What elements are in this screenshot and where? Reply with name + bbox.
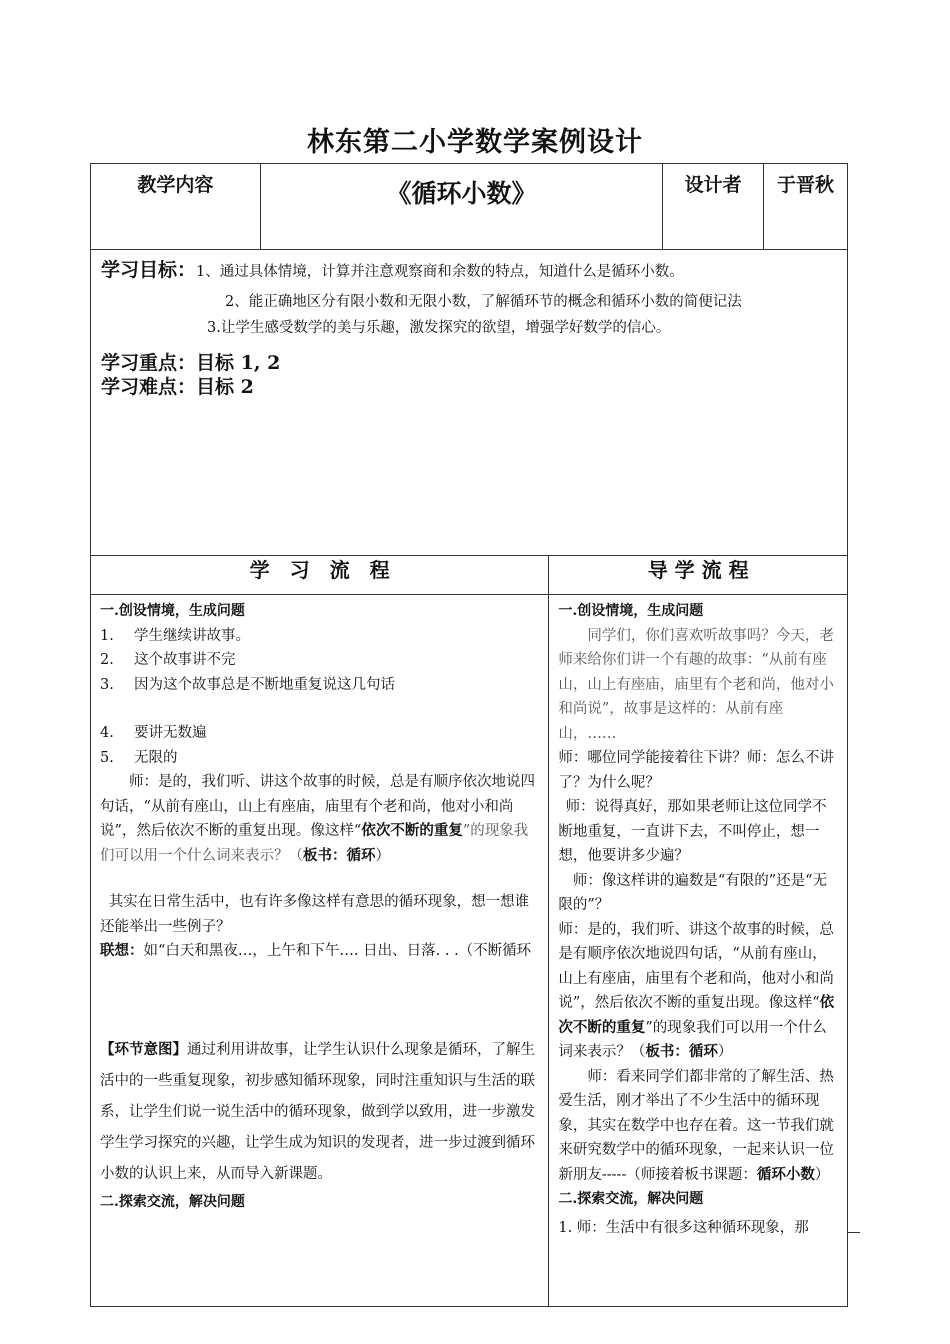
list-item: 2. 这个故事讲不完 [100, 652, 236, 668]
right-paragraph-5: 师：是的，我们听、讲这个故事的时候，总是有顺序依次地说四句话，“从前有座山，山上有座庙，庙里有个老和尚，他对小和尚说”，然后依次不断的重复出现。像这样“依次不断的重复”的现象我们可以用一个什么词来表示？（板书：循环） [558, 921, 835, 1060]
learning-flow-column [91, 595, 549, 1307]
content-label: 教学内容 [137, 174, 214, 196]
list-item: 1. 学生继续讲故事。 [100, 627, 250, 644]
guidance-flow-header: 导 学 流 程 [549, 556, 848, 595]
left-paragraph-association: 联想：如“白天和黑夜…，上午和下午…. 日出、日落. . .（不断循环 [100, 942, 532, 959]
right-paragraph-6: 师：看来同学们都非常的了解生活、热爱生活，刚才举出了不少生活中的循环现象，其实在数学中也存在着。这一节我们就来研究数学中的循环现象，一起来认识一位新朋友-----（师接着板书课题：循环小数） [558, 1068, 834, 1183]
left-paragraph-examples: 其实在日常生活中，也有许多像这样有意思的循环现象，想一想谁还能举出一些例子？ [100, 894, 530, 935]
goal-1: 1、通过具体情境，计算并注意观察商和余数的特点，知道什么是循环小数。 [196, 264, 684, 280]
list-item: 4. 要讲无数遍 [100, 725, 207, 741]
designer-label: 设计者 [684, 174, 742, 196]
goals-cell [91, 250, 848, 556]
right-paragraph-7: 1. 师：生活中有很多这种循环现象，那 [558, 1219, 809, 1236]
goal-2: 2、能正确地区分有限小数和无限小数，了解循环节的概念和循环小数的简便记法 [225, 294, 742, 310]
right-section-2: 二.探索交流，解决问题 [558, 1191, 704, 1207]
lesson-plan-table [90, 163, 848, 1307]
left-section-2: 二.探索交流，解决问题 [100, 1193, 245, 1210]
guidance-flow-column [549, 595, 848, 1307]
right-paragraph-4: 师：像这样讲的遍数是“有限的”还是“无限的”？ [558, 872, 828, 913]
right-paragraph-2: 师：哪位同学能接着往下讲？师：怎么不讲了？为什么呢？ [558, 750, 834, 791]
table-edge-line [848, 1232, 860, 1233]
right-paragraph-3: 师：说得真好，那如果老师让这位同学不断地重复，一直讲下去，不叫停止，想一想，他要讲多少遍？ [558, 799, 827, 864]
goals-label: 学习目标： [101, 259, 197, 281]
lesson-title: 《循环小数》 [386, 179, 537, 208]
list-item: 5. 无限的 [100, 749, 178, 766]
list-item: 3. 因为这个故事总是不断地重复说这几句话 [100, 676, 395, 693]
goal-3: 3.让学生感受数学的美与乐趣，激发探究的欲望，增强学好数学的信心。 [207, 320, 671, 336]
right-paragraph-1: 同学们，你们喜欢听故事吗？今天，老师来给你们讲一个有趣的故事：“从前有座山，山上有座庙，庙里有个老和尚，他对小和尚说”，故事是这样的：从前有座山，…… [558, 627, 834, 742]
designer-name: 于晋秋 [777, 174, 835, 196]
right-section-1: 一.创设情境，生成问题 [558, 603, 704, 619]
left-design-intent: 【环节意图】通过利用讲故事，让学生认识什么现象是循环，了解生活中的一些重复现象，初步感知循环现象，同时注重知识与生活的联系，让学生们说一说生活中的循环现象，做到学以致用，进一步激发学生学习探究的兴趣，让学生成为知识的发现者，进一步过渡到循环小数的认识上来，从而导入新课题。 [100, 1040, 535, 1182]
difficulty-point: 学习难点：目标 2 [101, 376, 254, 398]
learning-flow-header: 学 习 流 程 [91, 556, 549, 595]
document-title: 林东第二小学数学案例设计 [307, 127, 643, 158]
lesson-title-cell [260, 164, 662, 250]
left-paragraph-teacher: 师：是的，我们听、讲这个故事的时候，总是有顺序依次地说四句话，“从前有座山，山上有座庙，庙里有个老和尚，他对小和尚说”，然后依次不断的重复出现。像这样“依次不断的重复”的现象我们可以用一个什么词来表示？（板书：循环） [100, 774, 535, 864]
left-section-1: 一.创设情境，生成问题 [100, 603, 245, 619]
content-label-cell [91, 164, 261, 250]
designer-name-cell [764, 164, 848, 250]
designer-label-cell [663, 164, 764, 250]
key-point: 学习重点：目标 1, 2 [101, 352, 281, 374]
